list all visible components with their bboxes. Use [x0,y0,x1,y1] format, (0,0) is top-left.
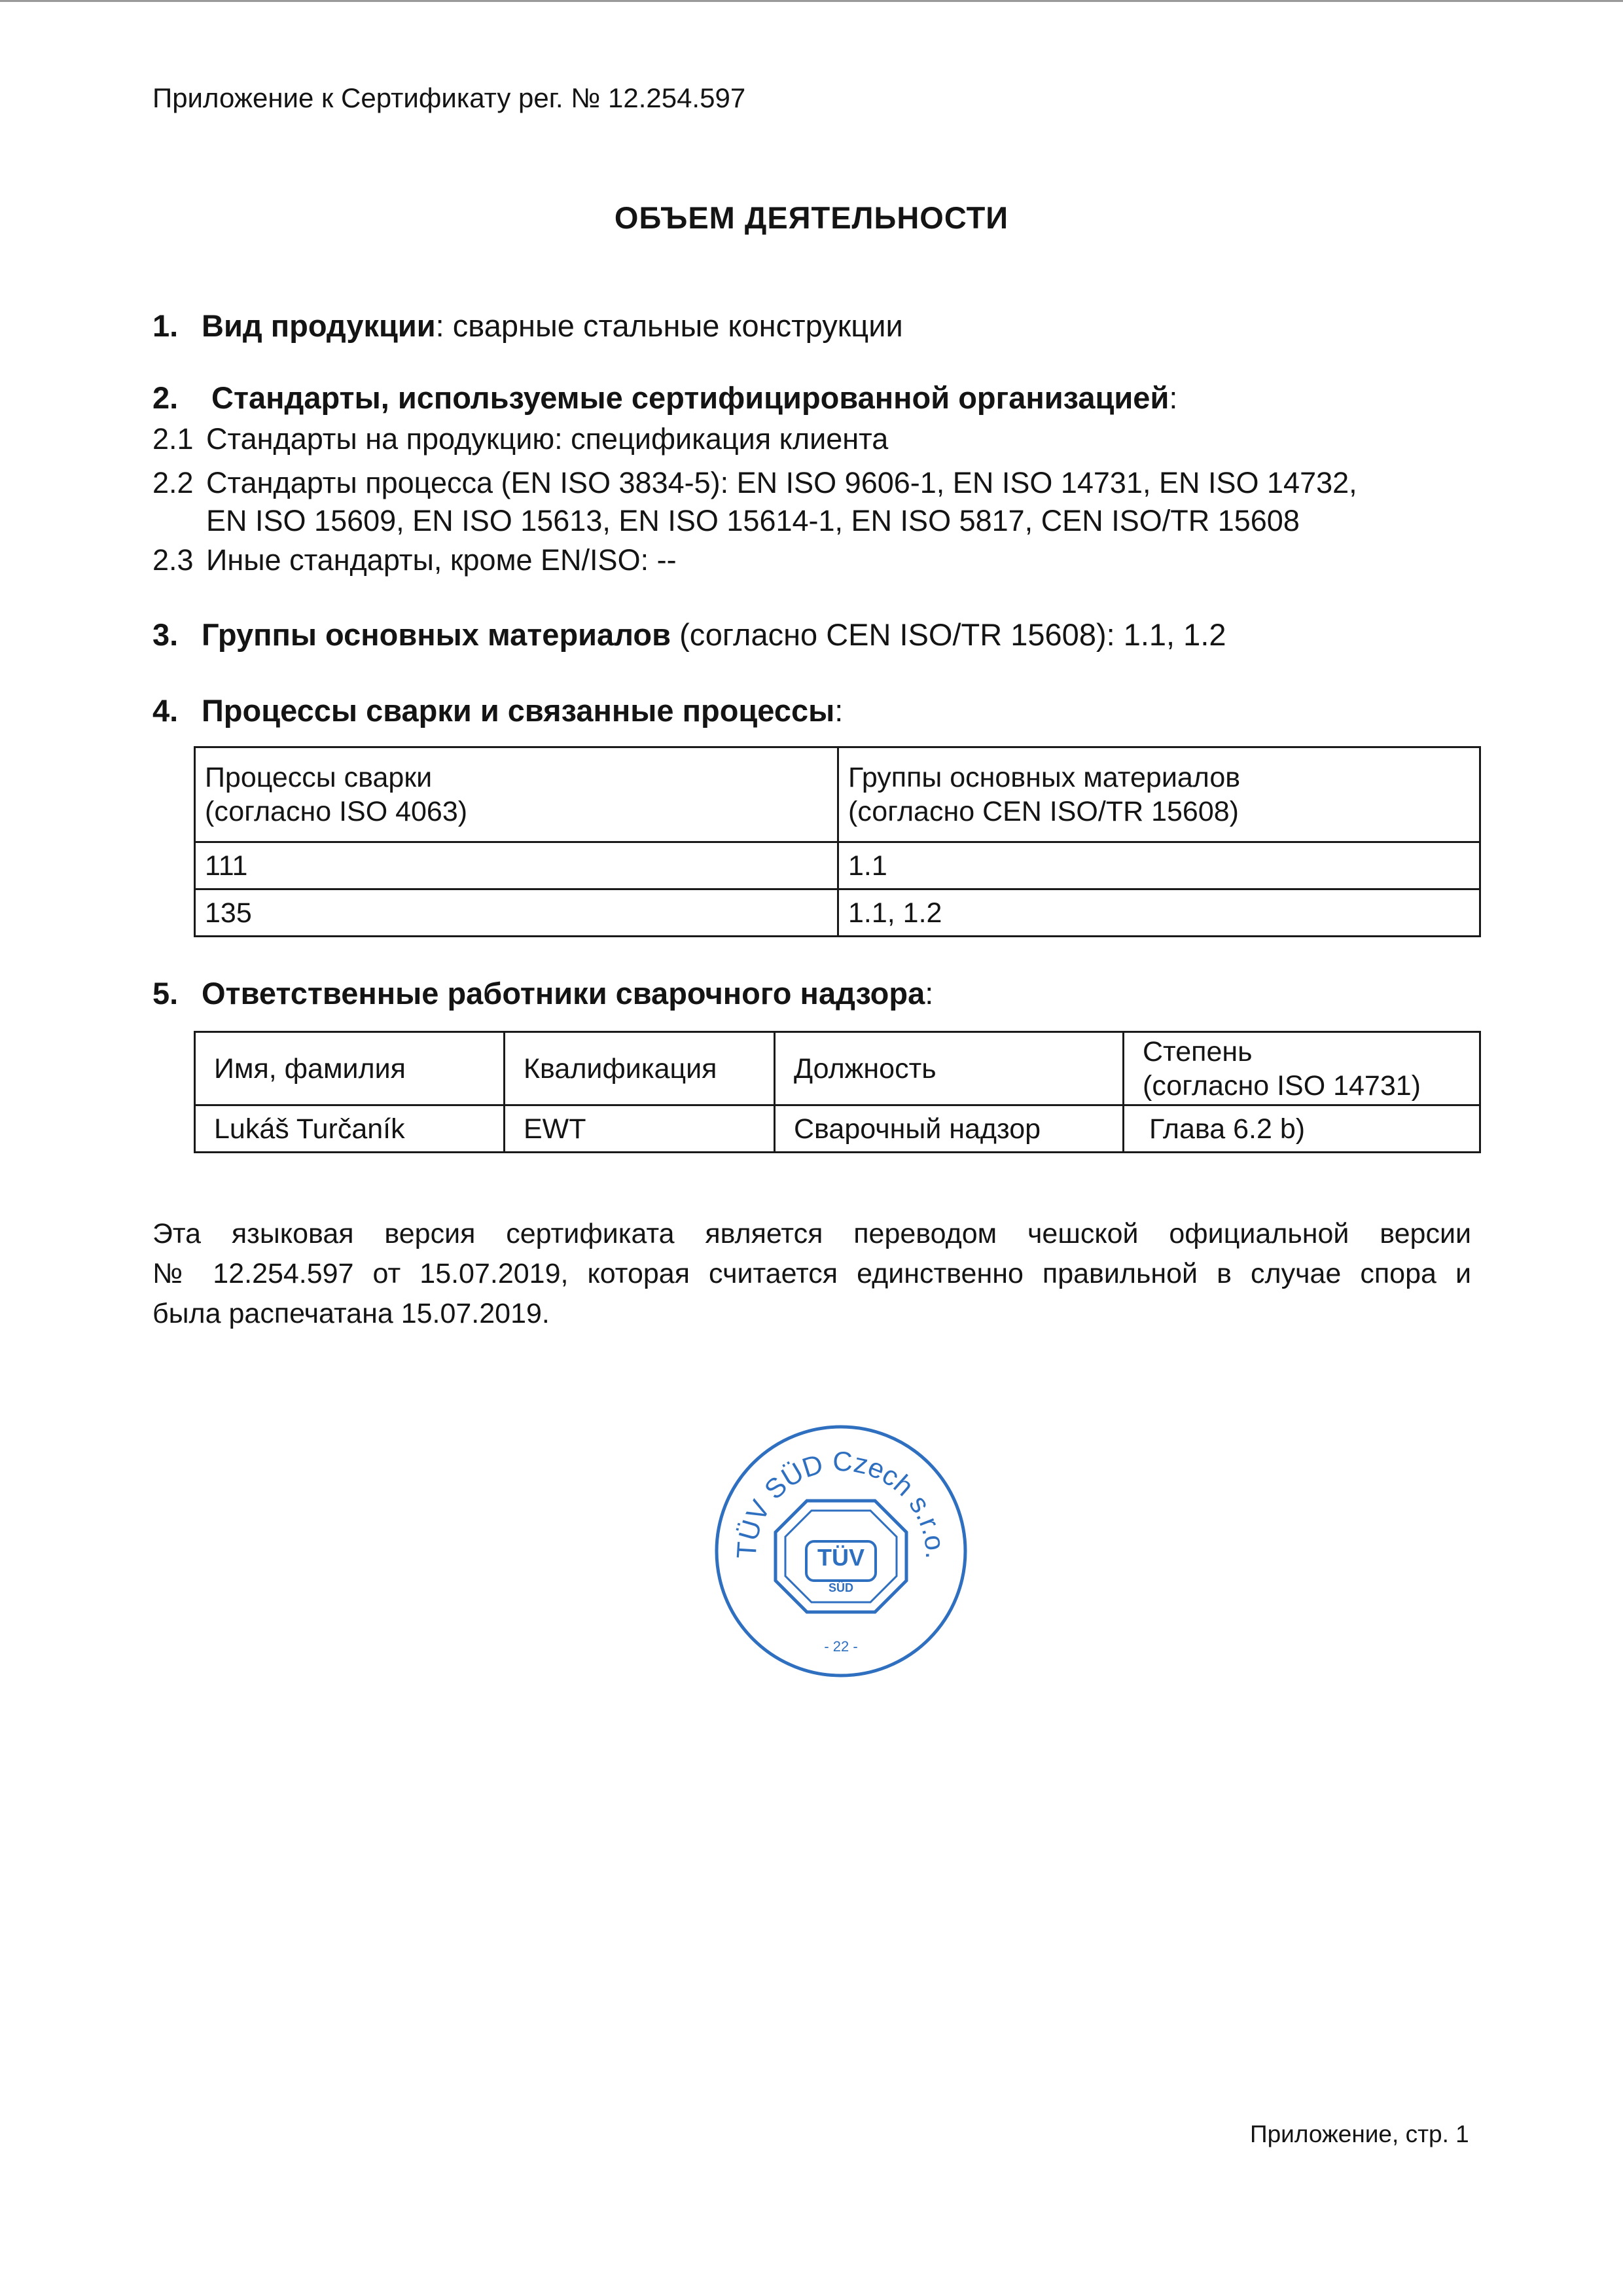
stamp-logo-top: TÜV [817,1544,865,1571]
item-number: 2.1 [152,422,194,456]
section-3-value: (согласно CEN ISO/TR 15608): 1.1, 1.2 [671,617,1226,652]
table-cell: Сварочный надзор [775,1105,1124,1153]
section-2-label: Стандарты, используемые сертифицированной организацией [211,380,1169,415]
page-footer: Приложение, стр. 1 [1250,2121,1469,2147]
translation-note [152,1214,1471,1334]
table-header-row [195,1032,1480,1105]
section-1-number: 1. [152,308,179,343]
item-number: 2.3 [152,543,194,577]
item-text: Стандарты на продукцию: спецификация клиента [206,422,889,456]
header-cell-material-groups: Группы основных материалов (согласно CEN ISO/TR 15608) [838,747,1480,842]
section-1-value: : сварные стальные конструкции [435,308,903,343]
stamp-ring-text: TÜV SÜD Czech s.r.o. [730,1446,952,1560]
section-4-colon: : [834,693,844,728]
table-cell: 1.1 [838,842,1480,889]
section-3-label: Группы основных материалов [202,617,671,652]
header-cell-name: Имя, фамилия [195,1032,505,1105]
section-2-2 [152,466,1357,500]
section-5-heading [152,975,933,1011]
note-line: Эта языковая версия сертификата является переводом чешской официальной версии [152,1218,1471,1249]
table-cell: Глава 6.2 b) [1124,1105,1480,1153]
section-2-heading [152,380,1177,416]
section-1 [152,308,903,344]
section-4-label: Процессы сварки и связанные процессы [202,693,835,728]
header-cell-position: Должность [775,1032,1124,1105]
stamp-logo-bottom: SÜD [828,1581,854,1594]
header-cell-processes: Процессы сварки (согласно ISO 4063) [195,747,838,842]
document-title: ОБЪЕМ ДЕЯТЕЛЬНОСТИ [614,200,1009,235]
supervisors-table [194,1031,1481,1153]
section-2-number: 2. [152,380,179,415]
note-line: № 12.254.597 от 15.07.2019, которая считается единственно правильной в случае спора и [152,1258,1471,1289]
table-row [195,889,1480,937]
table-row [195,1105,1480,1153]
section-1-label: Вид продукции [202,308,436,343]
item-text: Иные стандарты, кроме EN/ISO: -- [206,543,677,577]
section-2-colon: : [1169,380,1178,415]
tuv-sud-stamp [710,1420,972,1682]
section-2-1 [152,422,888,456]
table-cell: 135 [195,889,838,937]
section-5-label: Ответственные работники сварочного надзора [202,976,925,1011]
header-cell-qualification: Квалификация [505,1032,775,1105]
section-2-3 [152,543,677,577]
section-5-number: 5. [152,976,179,1011]
note-line: была распечатана 15.07.2019. [152,1298,550,1329]
header-cell-level: Степень (согласно ISO 14731) [1124,1032,1480,1105]
table-row [195,842,1480,889]
welding-processes-table [194,746,1481,937]
item-text: Стандарты процесса (EN ISO 3834-5): EN ISO 9606-1, EN ISO 14731, EN ISO 14732, [206,466,1357,499]
stamp-number: - 22 - [824,1638,858,1655]
section-2-2-continued: EN ISO 15609, EN ISO 15613, EN ISO 15614-1, EN ISO 5817, CEN ISO/TR 15608 [206,504,1300,537]
table-cell: 111 [195,842,838,889]
section-4-heading [152,692,843,728]
table-cell: Lukáš Turčaník [195,1105,505,1153]
item-number: 2.2 [152,466,194,499]
section-5-colon: : [925,976,934,1011]
table-cell: EWT [505,1105,775,1153]
section-3-number: 3. [152,617,179,652]
table-cell: 1.1, 1.2 [838,889,1480,937]
section-4-number: 4. [152,693,179,728]
section-3 [152,617,1226,653]
certificate-reference: Приложение к Сертификату рег. № 12.254.597 [152,82,746,113]
scan-top-edge [0,0,1623,2]
table-header-row [195,747,1480,842]
